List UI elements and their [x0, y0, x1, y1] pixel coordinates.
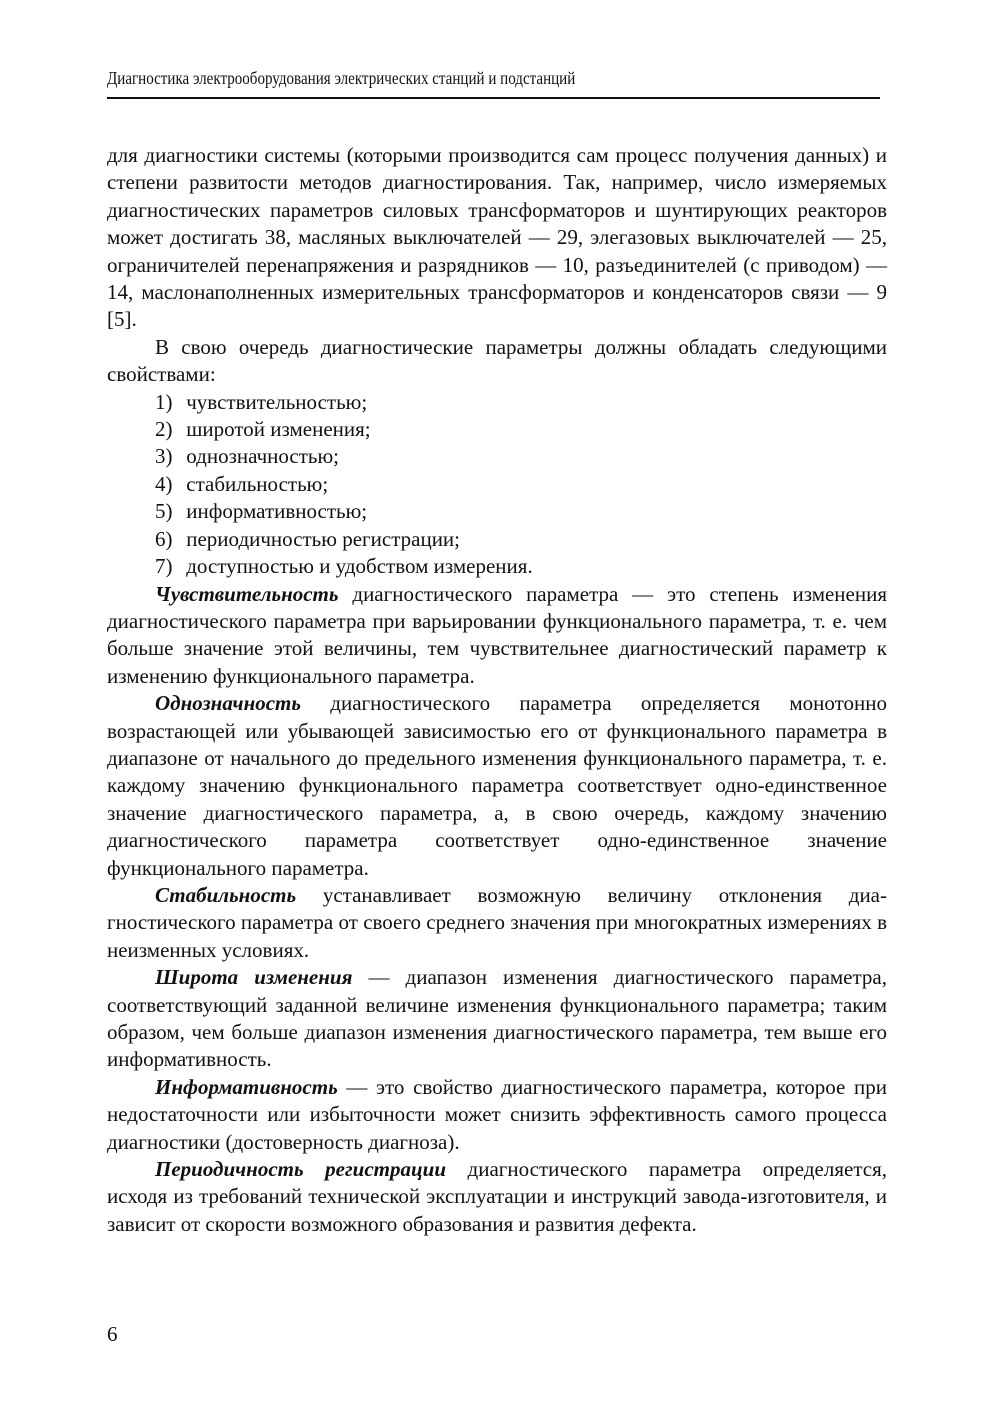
list-item-number: 4) [155, 471, 173, 496]
definition-term: Информативность [155, 1074, 338, 1099]
list-item-number: 5) [155, 499, 173, 524]
list-item [107, 498, 887, 525]
list-item-text: информативностью; [186, 499, 368, 524]
definition-text: — это свойство диагностического параметра, которое при недостаточности или избыточности может снизить эффективность самого процесса диагностики (достоверность диагноза). [107, 1074, 887, 1154]
definition-term: Стабильность [155, 882, 297, 907]
list-item-number: 1) [155, 389, 173, 414]
list-item [107, 553, 887, 580]
list-item-text: однозначностью; [186, 444, 340, 469]
list-item-number: 6) [155, 526, 173, 551]
definition-stability [107, 882, 887, 964]
list-item-text: доступностью и удобством измерения. [186, 554, 533, 579]
header-rule [107, 97, 880, 99]
definition-text: диагностического параметра определяется монотонно возрастающей или убывающей зависимостью его от функционального параметра в диапазоне от начального до предельного изменения функционального параметра, т. е. каждому значению функционального параметра соответствует одно-единственное значение диагностического параметра, а, в свою очередь, каждому значению диагностического параметра соответствует одно-единственное значение функционального параметра. [107, 691, 887, 880]
definition-text: диагностического параметра — это степень изменения диагностического параметра при варьировании функционального параметра, т. е. чем больше значение этой величины, тем чувствительнее диагностический параметр к изменению функционального параметра. [107, 581, 887, 688]
definition-text: устанавливает возможную величину отклонения диагностического параметра от своего среднего значения при многократных измерениях в неизменных условиях. [107, 882, 887, 962]
definition-informativeness [107, 1074, 887, 1156]
list-item-text: чувствительностью; [186, 389, 368, 414]
list-item [107, 471, 887, 498]
list-item-text: широтой изменения; [186, 417, 371, 442]
definition-term: Однозначность [155, 691, 301, 716]
definition-text: — диапазон изменения диагностического параметра, соответствующий заданной величине изменения функционального параметра; таким образом, чем больше диапазон изменения диагностического параметра, тем выше его информативность. [107, 965, 888, 1072]
definition-range [107, 964, 887, 1074]
running-header: Диагностика электрооборудования электрических станций и подстанций [107, 68, 576, 88]
list-item [107, 389, 887, 416]
definition-text: диагностического параметра определяется, исходя из требований технической эксплуатации и инструкций завода-изготовителя, и зависит от скорости возможного образования и развития дефекта. [107, 1157, 887, 1236]
list-item [107, 416, 887, 443]
list-item-text: периодичностью регистрации; [186, 526, 460, 551]
list-item [107, 526, 887, 553]
paragraph-properties-lead: В свою очередь диагностические параметры должны обладать следующими свойствами: [107, 334, 887, 387]
definition-term: Широта изменения [155, 965, 353, 990]
list-item-number: 7) [155, 554, 173, 579]
definition-term: Периодичность регистрации [155, 1157, 447, 1182]
definition-periodicity [107, 1156, 887, 1238]
list-item-text: стабильностью; [186, 471, 329, 496]
properties-list [107, 389, 887, 581]
page-number: 6 [107, 1322, 118, 1346]
list-item [107, 443, 887, 470]
definition-term: Чувствительность [155, 581, 339, 606]
list-item-number: 2) [155, 417, 173, 442]
definition-uniqueness [107, 690, 887, 882]
page-body [107, 142, 887, 1238]
paragraph-intro: для диагностики системы (которыми производится сам процесс получения данных) и степени развитости методов диагностирования. Так, например, число измеряемых диагностических параметров силовых трансформаторов и шунтирующих реакторов может достигать 38, масляных выключателей — 29, элегазовых выключателей — 25, ограничителей перенапряжения и разрядников — 10, разъединителей (с приводом) — 14, маслонаполненных измерительных трансформаторов и конденсаторов связи — 9 [5]. [107, 143, 887, 332]
definition-sensitivity [107, 581, 887, 691]
list-item-number: 3) [155, 444, 173, 469]
